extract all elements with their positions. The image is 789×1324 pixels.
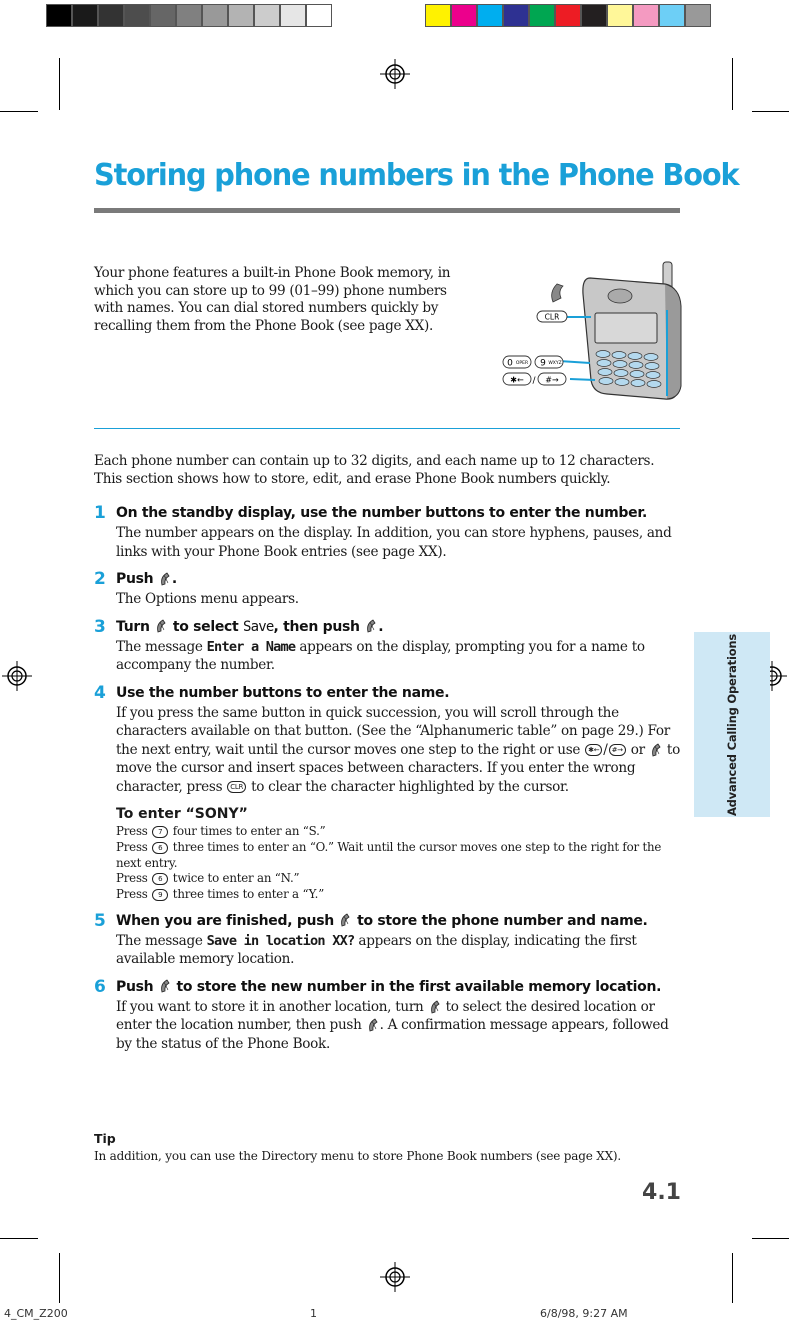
step-heading-text: Push xyxy=(116,978,154,995)
color-swatch xyxy=(581,4,607,27)
step-body: The Options menu appears. xyxy=(116,591,299,607)
figure-slash: / xyxy=(532,376,536,386)
step-body-text: . A confirmation message appears, followed by the status of the Phone Book. xyxy=(116,1017,669,1052)
sony-line xyxy=(116,824,684,840)
step-number: 3 xyxy=(94,616,106,637)
step-number: 1 xyxy=(94,503,106,523)
color-swatch xyxy=(607,4,633,27)
sony-line xyxy=(116,887,684,903)
gray-swatch xyxy=(176,4,202,27)
sony-line xyxy=(116,871,684,887)
color-swatch xyxy=(425,4,451,27)
registration-mark-bottom xyxy=(380,1262,410,1292)
step-body-text: to select the desired location or enter the location number, then push xyxy=(116,998,655,1034)
gray-swatch xyxy=(306,4,332,27)
step-body-text: to clear the character highlighted by the cursor. xyxy=(251,778,569,795)
page-title: Storing phone numbers in the Phone Book xyxy=(94,158,739,193)
title-rule xyxy=(94,208,680,213)
step-heading-text: Turn xyxy=(116,618,150,635)
step-heading xyxy=(116,911,684,932)
gray-swatch xyxy=(46,4,72,27)
sony-example-heading: To enter “SONY” xyxy=(116,806,248,822)
crop-mark xyxy=(59,58,60,110)
step-heading xyxy=(116,617,684,638)
steps-list xyxy=(94,503,684,1061)
step-body-text: appears on the display, prompting you for a name to accompany the number. xyxy=(116,638,645,673)
step-body-text: appears on the display, indicating the first available memory location. xyxy=(116,932,637,968)
page-number: 4.1 xyxy=(642,1180,681,1205)
step-body-text: The message xyxy=(116,638,203,655)
intro-paragraph: Your phone features a built-in Phone Book memory, in which you can store up to 99 (01–99) phone numbers with names. You can dial stored numbers quickly by recalling them from the Phone Book (see page XX). xyxy=(94,265,451,334)
step-body-text: If you press the same button in quick succession, you will scroll through the characters available on that button. (See the “Alphanumeric table” on page 29.) For the next entry, wait until the cursor moves one step to the right or use xyxy=(116,704,670,758)
step-1 xyxy=(94,503,684,561)
jog-dial-icon xyxy=(339,913,351,928)
registration-mark-left xyxy=(2,661,32,691)
crop-mark xyxy=(0,1238,38,1239)
step-6 xyxy=(94,977,684,1054)
gray-swatch xyxy=(150,4,176,27)
step-heading-text: to select xyxy=(172,618,239,635)
color-swatch xyxy=(503,4,529,27)
crop-mark xyxy=(732,58,733,110)
footer-page: 1 xyxy=(310,1307,317,1320)
gray-swatch xyxy=(254,4,280,27)
gray-swatch xyxy=(280,4,306,27)
step-number: 4 xyxy=(94,682,106,703)
jog-dial-icon xyxy=(159,572,171,587)
press-label: Press xyxy=(116,824,148,838)
gray-swatch xyxy=(228,4,254,27)
color-swatch xyxy=(555,4,581,27)
key-6-icon: 6 xyxy=(152,873,168,885)
step-heading xyxy=(116,977,684,998)
step-heading-text: to store the new number in the first available memory location. xyxy=(176,978,662,995)
key-9-icon: 9 xyxy=(152,889,168,901)
key-7-icon: 7 xyxy=(152,826,168,838)
step-heading-text: to store the phone number and name. xyxy=(357,912,648,929)
jog-dial-icon xyxy=(365,619,377,634)
crop-mark xyxy=(752,1238,789,1239)
step-heading-text: When you are finished, push xyxy=(116,912,334,929)
press-label: Press xyxy=(116,839,148,854)
tip-heading: Tip xyxy=(94,1131,116,1146)
gray-swatch xyxy=(72,4,98,27)
gray-swatch xyxy=(202,4,228,27)
step-body: The number appears on the display. In addition, you can store hyphens, pauses, and links with your Phone Book entries (see page XX). xyxy=(116,525,672,560)
jog-dial-icon xyxy=(650,743,662,758)
registration-mark-top xyxy=(380,59,410,89)
sony-example xyxy=(116,824,684,903)
press-label: Press xyxy=(116,871,148,886)
figure-clr-label: CLR xyxy=(544,312,560,322)
clr-key-icon: CLR xyxy=(227,781,246,793)
step-body xyxy=(116,932,684,969)
section-separator xyxy=(94,428,680,429)
footer-date: 6/8/98, 9:27 AM xyxy=(540,1307,628,1320)
press-label: Press xyxy=(116,887,148,902)
sony-line-text: four times to enter an “S.” xyxy=(172,824,326,838)
footer-file: 4_CM_Z200 xyxy=(4,1307,68,1320)
lcd-text-save: Save xyxy=(243,618,274,635)
jog-dial-icon xyxy=(367,1018,379,1033)
color-swatch xyxy=(529,4,555,27)
side-tab-label: Advanced Calling Operations xyxy=(725,633,739,816)
sony-line-text: three times to enter a “Y.” xyxy=(172,887,325,902)
step-number: 5 xyxy=(94,910,106,931)
side-tab xyxy=(694,632,770,817)
lcd-text-save-location: Save in location XX? xyxy=(206,932,355,949)
step-heading-text: Push xyxy=(116,571,154,587)
step-3 xyxy=(94,617,684,675)
step-heading-text: . xyxy=(171,571,177,587)
color-swatch xyxy=(659,4,685,27)
crop-mark xyxy=(732,1253,733,1303)
figure-key0-label: 0 xyxy=(507,358,513,369)
lead-paragraph: Each phone number can contain up to 32 digits, and each name up to 12 characters. This section shows how to store, edit, and erase Phone Book numbers quickly. xyxy=(94,453,655,487)
gray-swatch xyxy=(124,4,150,27)
crop-mark xyxy=(0,111,38,112)
step-body xyxy=(116,704,684,797)
step-5 xyxy=(94,911,684,969)
crop-mark xyxy=(59,1253,60,1303)
figure-key9-label: 9 xyxy=(540,358,546,369)
key-6-icon: 6 xyxy=(152,842,168,854)
figure-key9-sub: WXYZ xyxy=(548,361,562,366)
step-2 xyxy=(94,569,684,609)
figure-star-label: ✱← xyxy=(510,375,524,385)
step-heading-text: , then push xyxy=(273,618,360,635)
step-body xyxy=(116,998,684,1054)
step-body-text: The message xyxy=(116,932,203,949)
crop-mark xyxy=(752,111,789,112)
color-swatch xyxy=(685,4,711,27)
tip-body: In addition, you can use the Directory menu to store Phone Book numbers (see page XX). xyxy=(94,1149,622,1163)
color-swatch xyxy=(477,4,503,27)
step-4 xyxy=(94,683,684,903)
sony-line-text: twice to enter an “N.” xyxy=(172,871,300,886)
step-heading xyxy=(116,569,684,590)
step-body-text: If you want to store it in another location, turn xyxy=(116,998,424,1015)
color-swatch xyxy=(451,4,477,27)
step-number: 6 xyxy=(94,976,106,997)
step-heading: Use the number buttons to enter the name. xyxy=(116,684,450,701)
hash-key-icon: #→ xyxy=(609,744,626,756)
step-number: 2 xyxy=(94,569,106,589)
jog-dial-icon xyxy=(155,619,167,634)
sony-line-text: three times to enter an “O.” Wait until the cursor moves one step to the right for the next entry. xyxy=(116,839,662,870)
color-swatch xyxy=(633,4,659,27)
gray-calibration-bar xyxy=(46,4,332,27)
jog-dial-icon xyxy=(159,979,171,994)
step-heading-text: . xyxy=(378,618,384,635)
step-body-text: to move the cursor and insert spaces between characters. If you enter the wrong character, press xyxy=(116,741,680,795)
gray-swatch xyxy=(98,4,124,27)
color-calibration-bar xyxy=(425,4,711,27)
phone-illustration xyxy=(495,258,685,408)
sony-line xyxy=(116,840,684,872)
star-key-icon: ✱← xyxy=(585,744,602,756)
figure-hash-label: #→ xyxy=(545,375,559,385)
lcd-text-enter-name: Enter a Name xyxy=(206,638,296,655)
figure-key0-sub: OPER xyxy=(515,361,529,366)
slash: / xyxy=(603,741,608,758)
step-heading: On the standby display, use the number buttons to enter the number. xyxy=(116,505,647,521)
step-body xyxy=(116,638,684,675)
step-body-text: or xyxy=(630,741,645,758)
jog-dial-icon xyxy=(429,1000,441,1015)
